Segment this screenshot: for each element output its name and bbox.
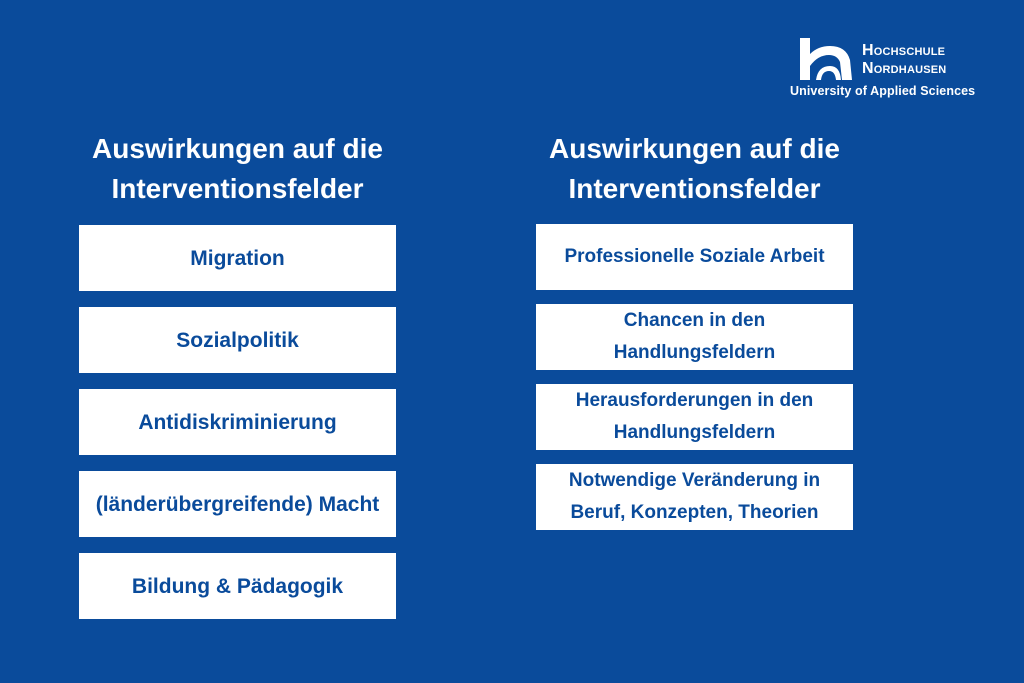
field-box-notwendige-veraenderung xyxy=(536,464,853,530)
field-box-chancen xyxy=(536,304,853,370)
field-box-label-line2: Handlungsfeldern xyxy=(613,342,776,363)
field-box-herausforderungen xyxy=(536,384,853,450)
right-column-title xyxy=(536,130,853,210)
field-box-label-line1: Herausforderungen in den xyxy=(575,390,814,411)
field-box-label: Sozialpolitik xyxy=(176,328,299,352)
logo-name-line1: Hochschule xyxy=(862,42,946,59)
left-item-list xyxy=(79,225,396,619)
hn-logo-icon xyxy=(796,36,856,82)
logo-name xyxy=(862,42,946,78)
field-box-label: Antidiskriminierung xyxy=(138,410,337,434)
field-box-label-line1: Notwendige Veränderung in xyxy=(568,470,821,491)
field-box-label-line1: Chancen in den xyxy=(623,310,766,331)
right-item-list xyxy=(536,224,853,530)
field-box-label: Migration xyxy=(190,246,285,270)
left-title-line2: Interventionsfelder xyxy=(111,173,364,204)
field-box-label: (länderübergreifende) Macht xyxy=(95,492,380,516)
field-box-label-line2: Handlungsfeldern xyxy=(613,422,776,443)
field-box-professionelle-soziale-arbeit xyxy=(536,224,853,290)
right-title-line1: Auswirkungen auf die xyxy=(549,133,840,164)
left-title-line1: Auswirkungen auf die xyxy=(92,133,383,164)
logo-subtitle: University of Applied Sciences xyxy=(790,84,976,98)
field-box-label: Bildung & Pädagogik xyxy=(131,574,344,598)
field-box-sozialpolitik xyxy=(79,307,396,373)
field-box-label-line1: Professionelle Soziale Arbeit xyxy=(564,246,825,267)
hochschule-nordhausen-logo xyxy=(790,36,990,100)
right-column xyxy=(536,130,853,544)
field-box-macht xyxy=(79,471,396,537)
field-box-bildung xyxy=(79,553,396,619)
field-box-label-line2: Beruf, Konzepten, Theorien xyxy=(570,502,819,523)
field-box-migration xyxy=(79,225,396,291)
logo-name-line2: Nordhausen xyxy=(862,60,947,77)
field-box-antidiskriminierung xyxy=(79,389,396,455)
left-column xyxy=(79,130,396,635)
right-title-line2: Interventionsfelder xyxy=(568,173,821,204)
left-column-title xyxy=(79,130,396,210)
